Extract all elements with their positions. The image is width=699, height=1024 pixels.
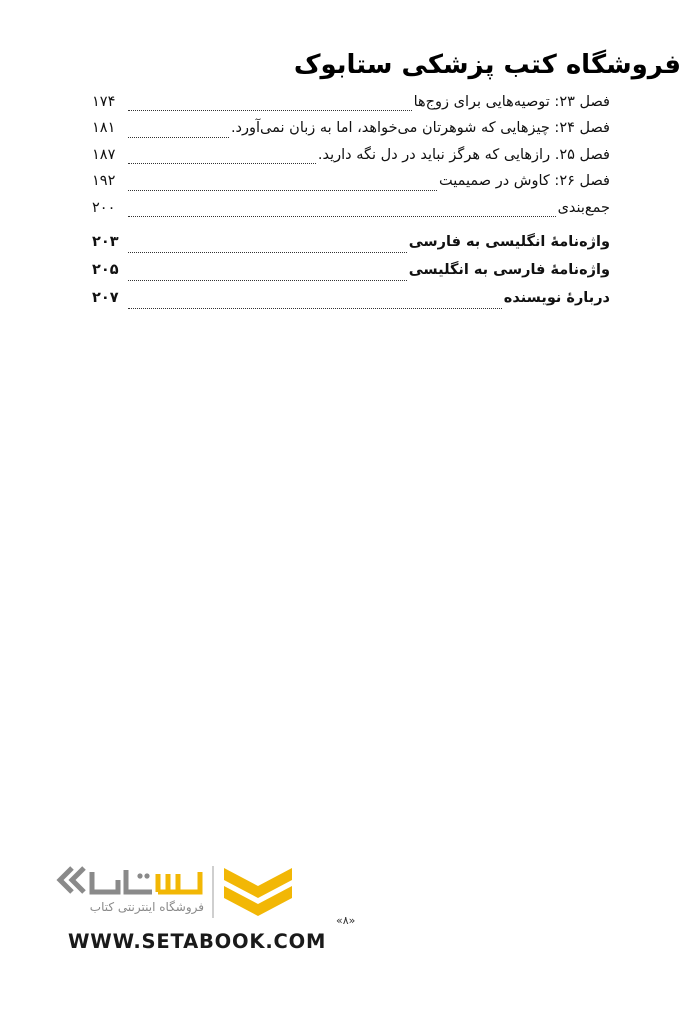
dot-leader [128,279,407,281]
toc-entry-page: ۲۰۵ [92,261,119,278]
dot-leader [128,307,502,309]
toc-entry [92,147,610,173]
dot-leader [128,136,229,138]
logo-wordmark-image [56,862,206,902]
page-title: فروشگاه کتب پزشکی ستابوک [293,50,681,80]
toc-entry-page: ۲۰۳ [92,233,119,250]
toc-entry-page: ۲۰۷ [92,289,119,306]
toc-appendix-entry [92,290,610,318]
toc-appendix-entry [92,262,610,290]
page-number: «۸» [336,914,356,927]
toc-entry-title: واژه‌نامهٔ فارسی به انگلیسی [408,261,610,278]
toc-entry-title: جمع‌بندی [557,199,610,216]
logo-divider [212,866,214,918]
toc-entry [92,120,610,146]
toc-entry-page: ۱۸۱ [92,120,116,137]
toc-entry-page: ۱۷۴ [92,94,116,110]
toc-entry [92,94,610,120]
toc-entry [92,200,610,226]
toc-entry [92,173,610,199]
setabook-logo [56,862,296,922]
dot-leader [128,162,316,164]
logo-tagline: فروشگاه اینترنتی کتاب [89,900,204,914]
logo-emblem-icon [222,866,294,922]
toc-entry-page: ۱۸۷ [92,146,116,163]
toc-appendix-entry [92,234,610,262]
toc-entry-title: واژه‌نامهٔ انگلیسی به فارسی [408,233,610,250]
dot-leader [128,189,437,191]
website-url[interactable]: WWW.SETABOOK.COM [68,930,327,953]
toc-entry-title: فصل ۲۳: توصیه‌هایی برای زوج‌ها [413,94,610,110]
toc-entry-page: ۲۰۰ [92,199,116,216]
toc-entry-page: ۱۹۲ [92,173,116,190]
dot-leader [128,251,407,253]
toc-entry-title: فصل ۲۶: کاوش در صمیمیت [439,173,610,190]
toc-entry-title: فصل ۲۴: چیزهایی که شوهرتان می‌خواهد، اما به زبان نمی‌آورد. [230,120,610,137]
dot-leader [128,109,412,111]
toc-entry-title: فصل ۲۵. رازهایی که هرگز نباید در دل نگه دارید. [317,146,610,163]
toc-spacer [92,226,610,234]
dot-leader [128,215,556,217]
table-of-contents [92,94,610,318]
toc-entry-title: دربارهٔ نویسنده [503,289,610,306]
